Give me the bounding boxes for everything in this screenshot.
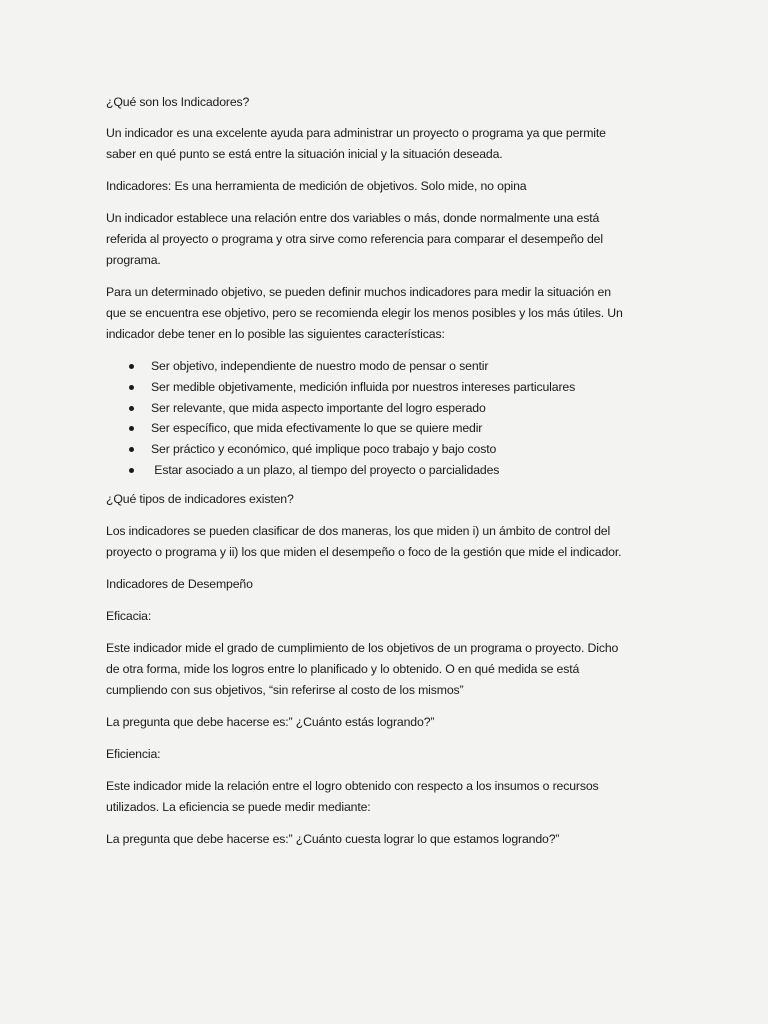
list-item <box>106 439 708 460</box>
text-line: Un indicador es una excelente ayuda para administrar un proyecto o programa ya que permite <box>106 126 606 140</box>
list-item-text: Ser objetivo, independiente de nuestro modo de pensar o sentir <box>151 359 489 373</box>
text-line: Para un determinado objetivo, se pueden definir muchos indicadores para medir la situación en <box>106 285 611 299</box>
list-item <box>106 377 708 398</box>
text-line: saber en qué punto se está entre la situación inicial y la situación deseada. <box>106 147 503 161</box>
text-line: Este indicador mide la relación entre el logro obtenido con respecto a los insumos o recursos <box>106 778 599 793</box>
list-item <box>106 356 708 377</box>
list-item-text: Estar asociado a un plazo, al tiempo del proyecto o parcialidades <box>151 462 500 477</box>
list-item-text: Ser específico, que mida efectivamente lo que se quiere medir <box>151 421 483 436</box>
bullet-icon <box>129 447 134 452</box>
list-item <box>106 460 708 481</box>
heading-indicadores-desempeno: Indicadores de Desempeño <box>106 576 253 591</box>
heading-tipos-indicadores: ¿Qué tipos de indicadores existen? <box>106 491 294 506</box>
paragraph-definicion-indicador <box>106 123 708 165</box>
text-line: cumpliendo con sus objetivos, “sin referirse al costo de los mismos” <box>106 682 464 697</box>
paragraph-clasificacion <box>106 521 708 563</box>
bullet-icon <box>129 385 134 390</box>
heading-que-son-indicadores: ¿Qué son los Indicadores? <box>106 95 250 109</box>
paragraph-eficacia <box>106 638 708 701</box>
text-line: proyecto o programa y ii) los que miden el desempeño o foco de la gestión que mide el indicador. <box>106 544 622 559</box>
paragraph-eficiencia <box>106 776 708 818</box>
characteristics-list <box>106 356 708 481</box>
paragraph-pregunta-eficiencia: La pregunta que debe hacerse es:” ¿Cuánto cuesta lograr lo que estamos logrando?” <box>106 831 560 846</box>
text-line: que se encuentra ese objetivo, pero se recomienda elegir los menos posibles y los más útiles. Un <box>106 306 623 320</box>
list-item-text: Ser medible objetivamente, medición influida por nuestros intereses particulares <box>151 379 576 394</box>
bullet-icon <box>129 426 134 431</box>
text-line: indicador debe tener en lo posible las siguientes características: <box>106 327 445 341</box>
list-item-text: Ser relevante, que mida aspecto importante del logro esperado <box>151 400 486 415</box>
text-line: Los indicadores se pueden clasificar de dos maneras, los que miden i) un ámbito de control del <box>106 523 611 538</box>
text-line: referida al proyecto o programa y otra sirve como referencia para comparar el desempeño del <box>106 232 603 246</box>
paragraph-determinado-objetivo <box>106 282 708 345</box>
list-item <box>106 418 708 439</box>
heading-eficiencia: Eficiencia: <box>106 746 161 761</box>
list-item <box>106 398 708 419</box>
heading-eficacia: Eficacia: <box>106 608 152 623</box>
text-line: programa. <box>106 253 161 267</box>
text-line: de otra forma, mide los logros entre lo planificado y lo obtenido. O en qué medida se está <box>106 661 580 676</box>
bullet-icon <box>129 468 134 473</box>
text-line: Este indicador mide el grado de cumplimiento de los objetivos de un programa o proyecto. Dicho <box>106 640 619 655</box>
paragraph-herramienta-medicion: Indicadores: Es una herramienta de medición de objetivos. Solo mide, no opina <box>106 179 527 193</box>
text-line: Un indicador establece una relación entre dos variables o más, donde normalmente una está <box>106 211 600 225</box>
text-line: utilizados. La eficiencia se puede medir mediante: <box>106 799 371 814</box>
bullet-icon <box>129 406 134 411</box>
paragraph-relacion-variables <box>106 208 708 271</box>
paragraph-pregunta-eficacia: La pregunta que debe hacerse es:” ¿Cuánto estás logrando?” <box>106 714 435 729</box>
list-item-text: Ser práctico y económico, qué implique poco trabajo y bajo costo <box>151 442 497 457</box>
bullet-icon <box>129 364 134 369</box>
